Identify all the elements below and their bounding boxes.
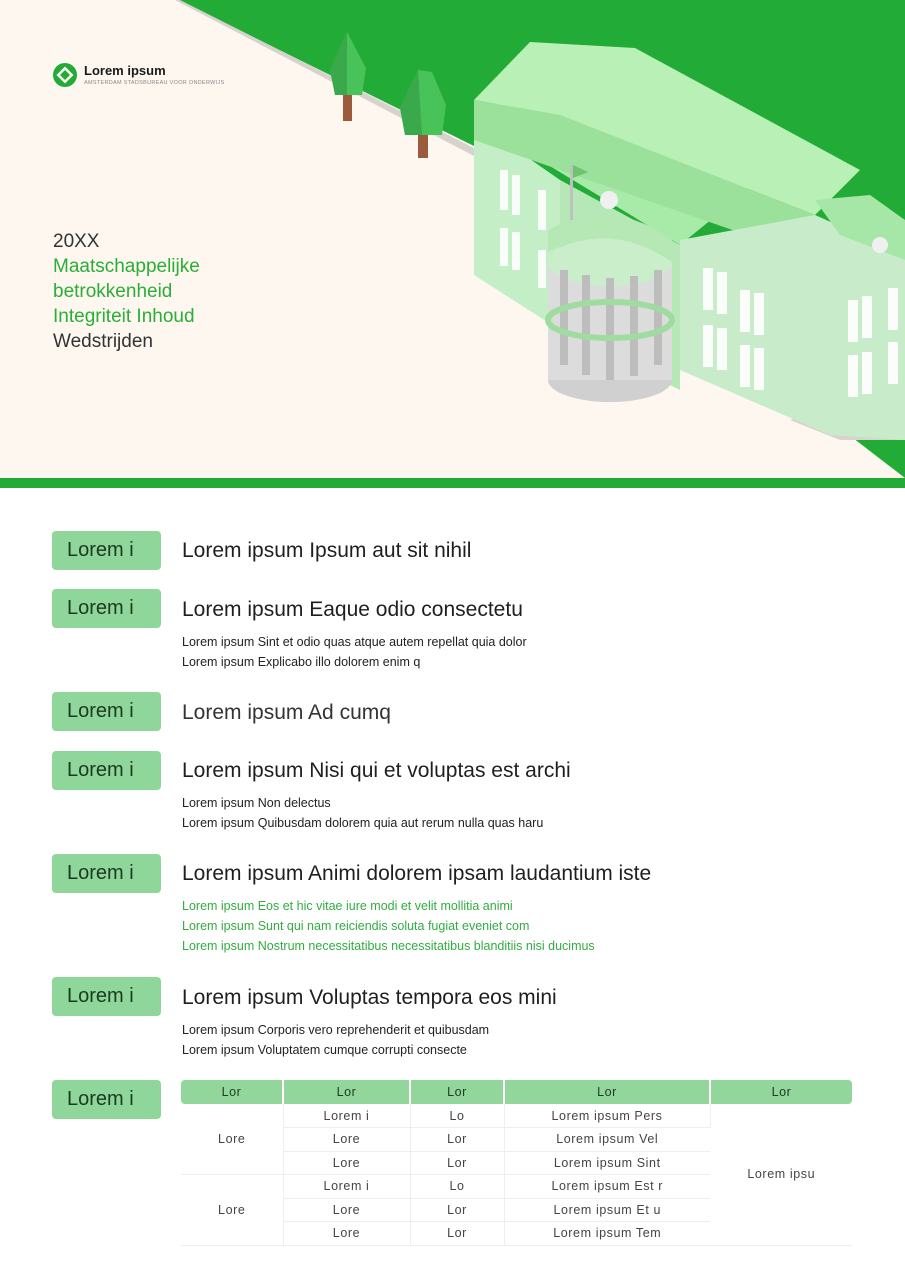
table-header-cell: Lor <box>181 1080 283 1104</box>
divider-band <box>0 478 905 488</box>
table-cell: Lor <box>410 1128 504 1152</box>
row-heading: Lorem ipsum Animi dolorem ipsam laudantium iste <box>182 862 652 885</box>
row-tag: Lorem i <box>52 692 161 731</box>
row-text: Lorem ipsum Nostrum necessitatibus necessitatibus blanditiis nisi ducimus <box>182 939 595 953</box>
row-heading: Lorem ipsum Ad cumq <box>182 701 391 724</box>
table-row <box>181 1104 852 1128</box>
table-cell: Lorem ipsum Sint <box>504 1151 710 1175</box>
table-header-cell: Lor <box>504 1080 710 1104</box>
brand-subtitle: AMSTERDAM STADSBUREAU VOOR ONDERWIJS <box>84 80 225 86</box>
table-header-cell: Lor <box>410 1080 504 1104</box>
table-group-cell: Lore <box>181 1175 283 1246</box>
table-cell: Lo <box>410 1104 504 1128</box>
table-cell: Lor <box>410 1198 504 1222</box>
row-text: Lorem ipsum Corporis vero reprehenderit et quibusdam <box>182 1023 490 1037</box>
table-cell: Lore <box>283 1151 410 1175</box>
brand-name: Lorem ipsum <box>84 63 166 78</box>
hero-line-2: betrokkenheid <box>53 281 173 302</box>
row-heading: Lorem ipsum Ipsum aut sit nihil <box>182 539 472 562</box>
row-text: Lorem ipsum Explicabo illo dolorem enim q <box>182 655 421 669</box>
row-heading: Lorem ipsum Eaque odio consectetu <box>182 598 523 621</box>
hero-line-3: Integriteit Inhoud <box>53 306 195 327</box>
table-header-cell: Lor <box>710 1080 852 1104</box>
table-cell: Lorem i <box>283 1104 410 1128</box>
row-heading: Lorem ipsum Nisi qui et voluptas est archi <box>182 759 571 782</box>
row-text: Lorem ipsum Eos et hic vitae iure modi et velit mollitia animi <box>182 899 513 913</box>
hero-year: 20XX <box>53 231 100 252</box>
hero-line-1: Maatschappelijke <box>53 256 200 277</box>
data-table <box>181 1080 852 1246</box>
table-header-row <box>181 1080 852 1104</box>
row-tag: Lorem i <box>52 854 161 893</box>
table-cell: Lore <box>283 1198 410 1222</box>
row-tag: Lorem i <box>52 1080 161 1119</box>
row-tag: Lorem i <box>52 589 161 628</box>
table-cell: Lore <box>283 1128 410 1152</box>
table-cell: Lorem ipsum Pers <box>504 1104 710 1128</box>
row-tag: Lorem i <box>52 977 161 1016</box>
hero-line-4: Wedstrijden <box>53 331 153 352</box>
row-text: Lorem ipsum Sunt qui nam reiciendis soluta fugiat eveniet com <box>182 919 530 933</box>
table-cell: Lorem ipsum Et u <box>504 1198 710 1222</box>
table-cell: Lorem i <box>283 1175 410 1199</box>
row-text: Lorem ipsum Non delectus <box>182 796 331 810</box>
table-cell: Lorem ipsum Vel <box>504 1128 710 1152</box>
logo-icon <box>52 62 78 88</box>
row-text: Lorem ipsum Quibusdam dolorem quia aut rerum nulla quas haru <box>182 816 544 830</box>
row-text: Lorem ipsum Voluptatem cumque corrupti consecte <box>182 1043 467 1057</box>
table-cell: Lor <box>410 1151 504 1175</box>
row-heading: Lorem ipsum Voluptas tempora eos mini <box>182 986 557 1009</box>
hero-section <box>0 0 905 478</box>
table-header-cell: Lor <box>283 1080 410 1104</box>
table-group-cell: Lore <box>181 1104 283 1175</box>
row-tag: Lorem i <box>52 751 161 790</box>
brand-logo <box>52 62 224 88</box>
table-cell: Lorem ipsum Tem <box>504 1222 710 1246</box>
row-tag: Lorem i <box>52 531 161 570</box>
table-cell: Lorem ipsum Est r <box>504 1175 710 1199</box>
table-merged-cell: Lorem ipsu <box>710 1104 852 1245</box>
table-cell: Lore <box>283 1222 410 1246</box>
table-cell: Lor <box>410 1222 504 1246</box>
table-cell: Lo <box>410 1175 504 1199</box>
hero-title <box>53 229 200 354</box>
row-text: Lorem ipsum Sint et odio quas atque autem repellat quia dolor <box>182 635 527 649</box>
